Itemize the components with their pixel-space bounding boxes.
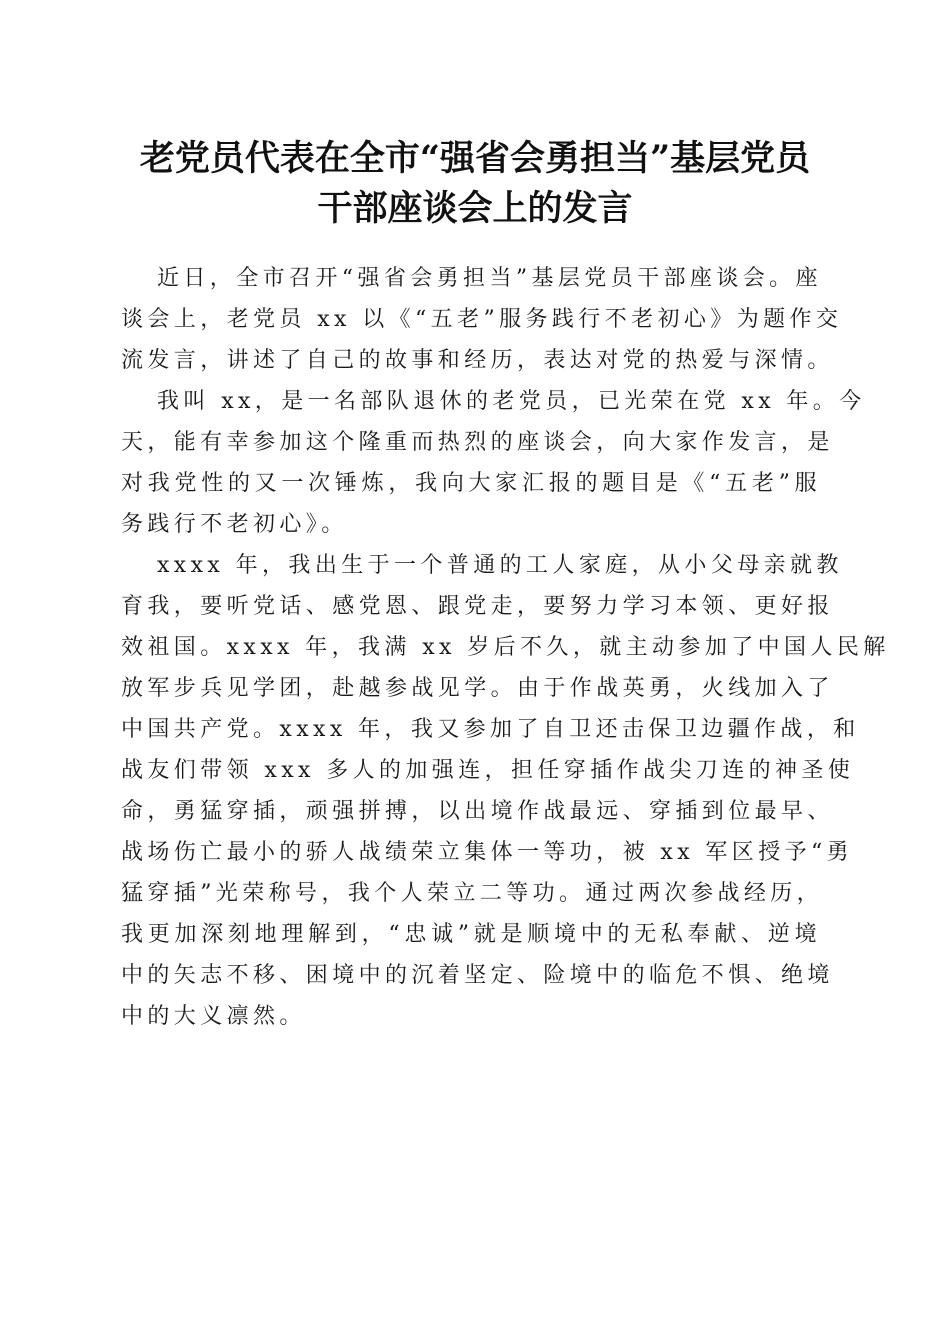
text-line: 流发言，讲述了自己的故事和经历，表达对党的热爱与深情。 [121,348,834,373]
title-line: 老党员代表在全市“强省会勇担当”基层党员 [139,138,811,179]
text-line: 放军步兵见学团，赴越参战见学。由于作战英勇，火线加入了 [121,676,834,701]
document-body [121,258,890,1037]
text-line: 中的矢志不移、困境中的沉着坚定、险境中的临危不惧、绝境 [121,963,834,988]
text-line: 天，能有幸参加这个隆重而热烈的座谈会，向大家作发言，是 [121,430,834,455]
text-line: 中的大义凛然。 [121,1004,306,1029]
text-line: 务践行不老初心》。 [121,512,348,537]
text-line: xxxx 年，我出生于一个普通的工人家庭，从小父母亲就教 [157,553,843,578]
paragraph [121,258,843,381]
text-line: 我更加深刻地理解到，“忠诚”就是顺境中的无私奉献、逆境 [121,922,821,947]
text-line: 近日，全市召开“强省会勇担当”基层党员干部座谈会。座 [157,266,822,291]
document-title [100,134,850,234]
text-line: 战友们带领 xxx 多人的加强连，担任穿插作战尖刀连的神圣使 [121,758,855,783]
text-line: 育我，要听党话、感党恩、跟党走，要努力学习本领、更好报 [121,594,834,619]
paragraph [121,381,866,545]
text-line: 我叫 xx，是一名部队退休的老党员，已光荣在党 xx 年。今 [157,389,866,414]
title-line: 干部座谈会上的发言 [317,188,633,229]
text-line: 效祖国。xxxx 年，我满 xx 岁后不久，就主动参加了中国人民解 [121,635,890,660]
text-line: 猛穿插”光荣称号，我个人荣立二等功。通过两次参战经历， [121,881,824,906]
text-line: 战场伤亡最小的骄人战绩荣立集体一等功，被 xx 军区授予“勇 [121,840,854,865]
text-line: 中国共产党。xxxx 年，我又参加了自卫还击保卫边疆作战，和 [121,717,860,742]
paragraph [121,545,890,1037]
text-line: 谈会上，老党员 xx 以《“五老”服务践行不老初心》为题作交 [121,307,843,332]
text-line: 对我党性的又一次锤炼，我向大家汇报的题目是《“五老”服 [121,471,821,496]
text-line: 命，勇猛穿插，顽强拼搏，以出境作战最远、穿插到位最早、 [121,799,834,824]
